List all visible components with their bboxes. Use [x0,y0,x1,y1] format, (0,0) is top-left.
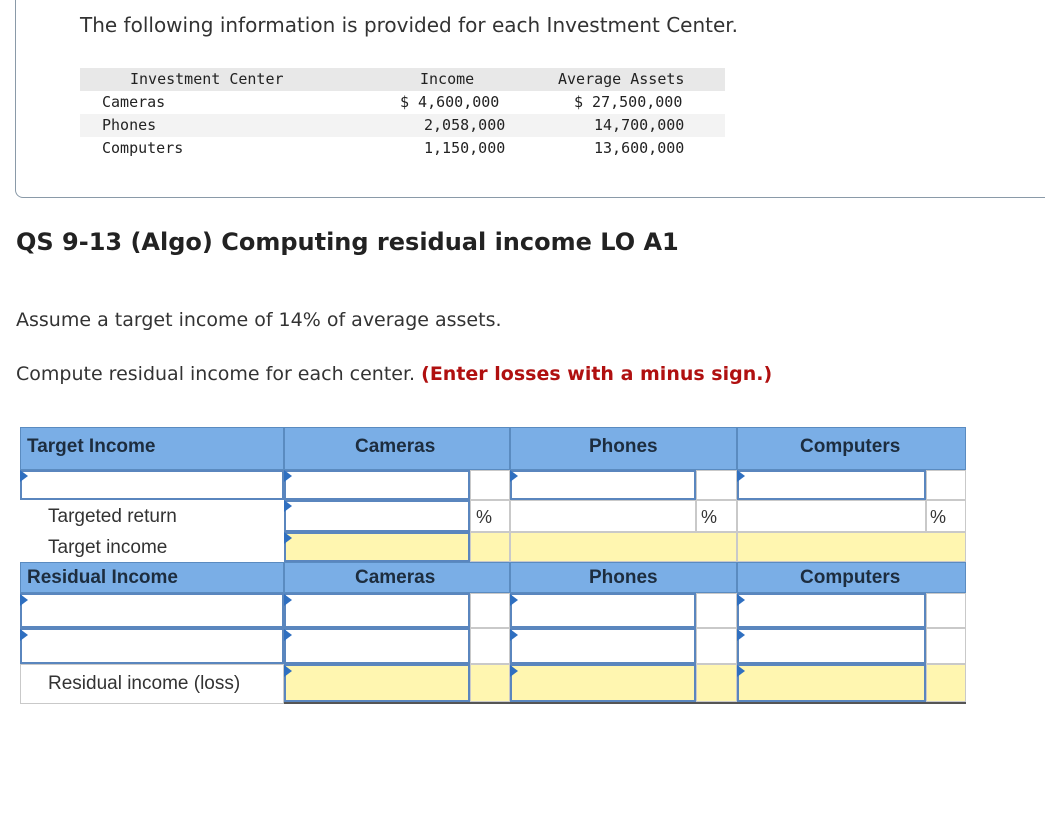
phones-targeted-return-input[interactable] [510,500,696,532]
header-phones-label: Phones [589,436,658,457]
phones-residual-pad-2 [696,628,737,664]
cameras-residual-total-pad [470,664,510,702]
label-input-1[interactable] [20,470,284,500]
computers-percent-sign: % [930,507,947,527]
dropdown-arrow-icon[interactable] [737,665,745,677]
computers-residual-pad-1 [926,593,966,628]
header-residual-income [20,562,284,593]
target-income-label: Target income [48,537,168,558]
computers-pct-cell-1 [926,470,966,500]
dropdown-arrow-icon[interactable] [284,594,292,606]
dropdown-arrow-icon[interactable] [510,470,518,482]
phones-pct-cell-1 [696,470,737,500]
prompt-compute [16,363,772,385]
phones-residual-input-1[interactable] [510,593,696,628]
header-cameras-2-label: Cameras [355,567,436,588]
row-cameras-assets: $ 27,500,000 [574,93,683,111]
dropdown-arrow-icon[interactable] [510,665,518,677]
computers-residual-input-1[interactable] [737,593,926,628]
col-header-assets: Average Assets [558,70,685,88]
cameras-total-pad [470,532,510,562]
phones-residual-input-2[interactable] [510,628,696,664]
header-phones-2-label: Phones [589,567,658,588]
row-computers-income: 1,150,000 [424,139,506,157]
cameras-pct-cell-1 [470,470,510,500]
cameras-residual-input-1[interactable] [284,593,470,628]
residual-income-loss-label: Residual income (loss) [48,673,241,694]
prompt-compute-text: Compute residual income for each center. [16,363,416,385]
dropdown-arrow-icon[interactable] [510,594,518,606]
targeted-return-label: Targeted return [48,506,177,527]
header-target-income [20,427,284,470]
computers-residual-input-2[interactable] [737,628,926,664]
dropdown-arrow-icon[interactable] [284,532,292,544]
dropdown-arrow-icon[interactable] [737,594,745,606]
phones-input-1[interactable] [510,470,696,500]
intro-text: The following information is provided for each Investment Center. [80,13,739,37]
row-computers-assets: 13,600,000 [594,139,685,157]
header-residual-income-label: Residual Income [27,567,178,588]
header-computers-2-label: Computers [800,567,901,588]
cameras-residual-pad-2 [470,628,510,664]
row-phones-income: 2,058,000 [424,116,506,134]
cameras-residual-input-2[interactable] [284,628,470,664]
header-phones-2 [510,562,737,593]
dropdown-arrow-icon[interactable] [284,665,292,677]
header-cameras-label: Cameras [355,436,436,457]
row-cameras-income: $ 4,600,000 [400,93,500,111]
residual-label-input-1[interactable] [20,593,284,628]
prompt-note: (Enter losses with a minus sign.) [421,363,773,385]
col-header-center: Investment Center [130,70,284,88]
computers-residual-total[interactable] [737,664,926,702]
residual-label-input-2[interactable] [20,628,284,664]
computers-target-income-total[interactable] [737,532,966,562]
computers-residual-pad-2 [926,628,966,664]
cameras-residual-pad-1 [470,593,510,628]
dropdown-arrow-icon[interactable] [284,500,292,512]
phones-residual-total[interactable] [510,664,696,702]
dropdown-arrow-icon[interactable] [284,629,292,641]
computers-residual-total-pad [926,664,966,702]
dropdown-arrow-icon[interactable] [20,470,28,482]
dropdown-arrow-icon[interactable] [737,629,745,641]
header-computers-label: Computers [800,436,901,457]
phones-residual-pad-1 [696,593,737,628]
cameras-targeted-return-input[interactable] [284,500,470,532]
cameras-target-income-total[interactable] [284,532,470,562]
dropdown-arrow-icon[interactable] [20,629,28,641]
header-cameras-2 [284,562,510,593]
header-cameras [284,427,510,470]
row-cameras-center: Cameras [102,93,166,111]
header-target-income-label: Target Income [27,436,156,457]
header-computers-2 [737,562,966,593]
dropdown-arrow-icon[interactable] [737,470,745,482]
col-header-income: Income [420,70,475,88]
row-phones-assets: 14,700,000 [594,116,685,134]
computers-input-1[interactable] [737,470,926,500]
header-computers [737,427,966,470]
cameras-percent-sign: % [476,507,493,527]
computers-targeted-return-input[interactable] [737,500,926,532]
dropdown-arrow-icon[interactable] [284,470,292,482]
double-underline [284,702,966,704]
header-phones [510,427,737,470]
question-title: QS 9-13 (Algo) Computing residual income LO A1 [16,228,679,256]
dropdown-arrow-icon[interactable] [510,629,518,641]
phones-residual-total-pad [696,664,737,702]
prompt-target: Assume a target income of 14% of average assets. [16,309,502,331]
phones-target-income-total[interactable] [510,532,737,562]
dropdown-arrow-icon[interactable] [20,594,28,606]
cameras-input-1[interactable] [284,470,470,500]
cameras-residual-total[interactable] [284,664,470,702]
row-phones-center: Phones [102,116,157,134]
phones-percent-sign: % [701,507,718,527]
row-computers-center: Computers [102,139,184,157]
